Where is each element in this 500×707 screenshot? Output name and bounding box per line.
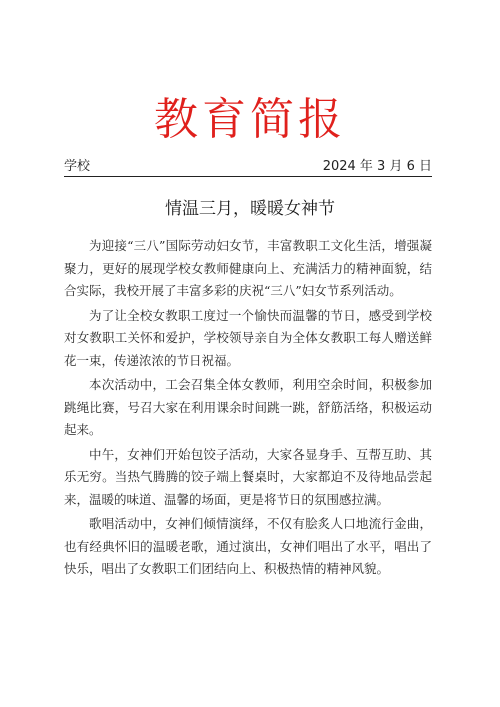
issue-date: 2024 年 3 月 6 日 bbox=[322, 159, 432, 174]
paragraph: 本次活动中，工会召集全体女教师，利用空余时间，积极参加跳绳比赛，号召大家在利用课余时间跳一跳，舒筋活络，积极运动起来。 bbox=[64, 377, 432, 437]
dateline bbox=[64, 158, 432, 177]
masthead-title: 教育简报 bbox=[154, 94, 346, 145]
paragraph: 歌唱活动中，女神们倾情演绎，不仅有脍炙人口地流行金曲，也有经典怀旧的温暖老歌，通过演出，女神们唱出了水平，唱出了快乐，唱出了女教职工们团结向上、积极热情的精神风貌。 bbox=[64, 516, 432, 576]
paragraph: 中午，女神们开始包饺子活动，大家各显身手、互帮互助、其乐无穷。当热气腾腾的饺子端上餐桌时，大家都迫不及待地品尝起来，温暖的味道、温馨的场面，更是将节日的氛围感拉满。 bbox=[64, 446, 432, 507]
school-label: 学校 bbox=[64, 159, 91, 174]
article-title: 情温三月，暖暖女神节 bbox=[165, 199, 335, 219]
article-body bbox=[64, 235, 432, 583]
paragraph: 为了让全校女教职工度过一个愉快而温馨的节日，感受到学校对女教职工关怀和爱护，学校领导亲自为全体女教职工每人赠送鲜花一束，传递浓浓的节日祝福。 bbox=[64, 307, 432, 368]
paragraph: 为迎接“三八”国际劳动妇女节，丰富教职工文化生活，增强凝聚力，更好的展现学校女教师健康向上、充满活力的精神面貌，结合实际，我校开展了丰富多彩的庆祝“三八”妇女节系列活动。 bbox=[64, 238, 432, 298]
